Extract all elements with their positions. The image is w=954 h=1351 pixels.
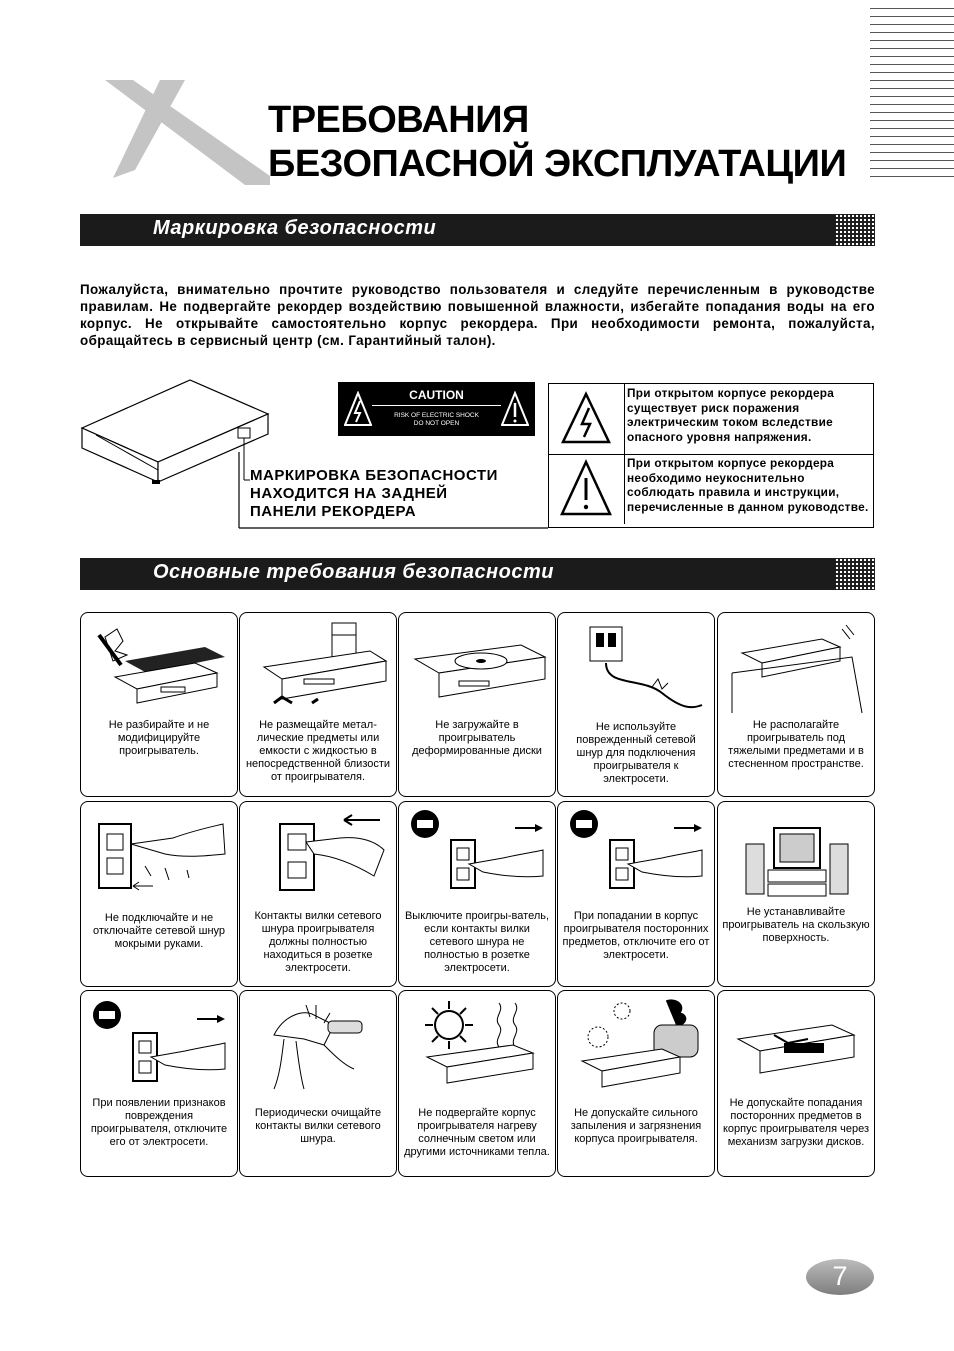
liquid-container-icon bbox=[244, 617, 394, 715]
exclamation-warning-icon bbox=[549, 454, 623, 526]
card-text: Не располагайте проигрыватель под тяжелыми предметами и в стесненном пространстве. bbox=[728, 719, 864, 770]
card-text: Выключите проигры-ватель, если контакты вилки сетевого шнура не полностью в розетке электросети. bbox=[404, 910, 550, 974]
marking-note: МАРКИРОВКА БЕЗОПАСНОСТИ НАХОДИТСЯ НА ЗАДНЕЙ ПАНЕЛИ РЕКОРДЕРА bbox=[250, 467, 498, 520]
card-text: Контакты вилки сетевого шнура проигрывателя должны полностью находиться в розетке электросети. bbox=[254, 910, 382, 974]
warning-table bbox=[548, 383, 874, 528]
page-number-badge bbox=[806, 1259, 874, 1295]
decorative-stripes bbox=[870, 8, 954, 184]
card-text: Периодически очищайте контакты вилки сетевого шнура. bbox=[254, 1107, 382, 1145]
warning-text: При открытом корпусе рекордера необходимо неукоснительно соблюдать правила и инструкции, перечисленные в данном руководстве. bbox=[627, 456, 869, 514]
card-text: При появлении признаков повреждения проигрывателя, отключите его от электросети. bbox=[90, 1097, 228, 1148]
wet-hands-plug-icon bbox=[85, 806, 235, 904]
caution-title: CAUTION bbox=[409, 388, 464, 402]
brand-x-logo bbox=[105, 80, 270, 185]
card-text: Не размещайте метал-лические предметы или емкости с жидкостью в непосредственной близости от проигрывателя. bbox=[245, 719, 391, 783]
disc-tray-icon bbox=[722, 995, 872, 1093]
safety-card bbox=[398, 990, 556, 1177]
warning-icon-cell bbox=[549, 454, 625, 524]
clean-plug-icon bbox=[244, 995, 394, 1093]
caution-label bbox=[338, 382, 535, 436]
safety-card bbox=[80, 990, 238, 1177]
safety-card bbox=[398, 801, 556, 987]
warning-row bbox=[549, 384, 873, 455]
safety-card bbox=[717, 612, 875, 797]
unplug-icon bbox=[403, 806, 553, 904]
safety-card bbox=[557, 801, 715, 987]
disassembly-icon bbox=[85, 617, 235, 715]
card-text: Не допускайте сильного запыления и загрязнения корпуса проигрывателя. bbox=[570, 1107, 702, 1145]
plug-insert-icon bbox=[244, 806, 394, 904]
safety-card bbox=[80, 612, 238, 797]
card-text: Не устанавливайте проигрыватель на скользкую поверхность. bbox=[722, 906, 870, 944]
unplug-icon bbox=[562, 806, 712, 904]
exclamation-warning-icon bbox=[501, 391, 529, 427]
warning-icon-cell bbox=[549, 384, 625, 454]
card-text: Не разбирайте и не модифицируйте проигрыватель. bbox=[108, 719, 210, 757]
unplug-icon bbox=[85, 995, 235, 1093]
safety-card bbox=[557, 990, 715, 1177]
page-title: ТРЕБОВАНИЯ БЕЗОПАСНОЙ ЭКСПЛУАТАЦИИ bbox=[268, 99, 847, 185]
safety-cards-grid bbox=[80, 612, 876, 1180]
safety-card bbox=[717, 990, 875, 1177]
safety-card bbox=[239, 612, 397, 797]
lightning-warning-icon bbox=[549, 384, 623, 452]
banner-dots bbox=[835, 214, 875, 246]
sun-heat-icon bbox=[403, 995, 553, 1093]
section-banner-requirements bbox=[80, 558, 875, 590]
intro-paragraph: Пожалуйста, внимательно прочтите руководство пользователя и следуйте перечисленным в руководстве правилам. Не подвергайте рекордер воздействию повышенной влажности, избегайте попадания воды на его корпус. Не открывайте самостоятельно корпус рекордера. При необходимости ремонта, пожалуйста, обращайтесь в сервисный центр (см. Гарантийный талон). bbox=[80, 282, 875, 348]
card-text: Не допускайте попадания посторонних предметов в корпус проигрывателя через механизм загрузки дисков. bbox=[722, 1097, 869, 1148]
damaged-cord-icon bbox=[562, 617, 712, 715]
card-text: Не подключайте и не отключайте сетевой шнур мокрыми руками. bbox=[92, 912, 226, 950]
stable-surface-icon bbox=[722, 806, 872, 904]
section-heading: Маркировка безопасности bbox=[153, 217, 437, 239]
section-banner-marking bbox=[80, 214, 875, 246]
safety-card bbox=[398, 612, 556, 797]
card-text: Не используйте поврежденный сетевой шнур для подключения проигрывателя к электросети. bbox=[576, 721, 696, 785]
heavy-objects-icon bbox=[722, 617, 872, 715]
card-text: Не подвергайте корпус проигрывателя нагреву солнечным светом или другими источниками тепла. bbox=[404, 1107, 550, 1158]
dust-icon bbox=[562, 995, 712, 1093]
warning-row bbox=[549, 454, 873, 524]
card-text: Не загружайте в проигрыватель деформированные диски bbox=[412, 719, 542, 757]
deformed-disc-icon bbox=[403, 617, 553, 715]
banner-dots bbox=[835, 558, 875, 590]
safety-card bbox=[239, 801, 397, 987]
card-text: При попадании в корпус проигрывателя посторонних предметов, отключите его от электросети. bbox=[562, 910, 710, 961]
page-number: 7 bbox=[832, 1261, 848, 1291]
section-heading: Основные требования безопасности bbox=[153, 561, 554, 583]
safety-card bbox=[557, 612, 715, 797]
safety-card bbox=[717, 801, 875, 987]
warning-text: При открытом корпусе рекордера существует риск поражения электрическим током вследствие опасного уровня напряжения. bbox=[627, 386, 835, 444]
safety-card bbox=[239, 990, 397, 1177]
caution-subtext: RISK OF ELECTRIC SHOCK DO NOT OPEN bbox=[394, 412, 479, 427]
safety-card bbox=[80, 801, 238, 987]
